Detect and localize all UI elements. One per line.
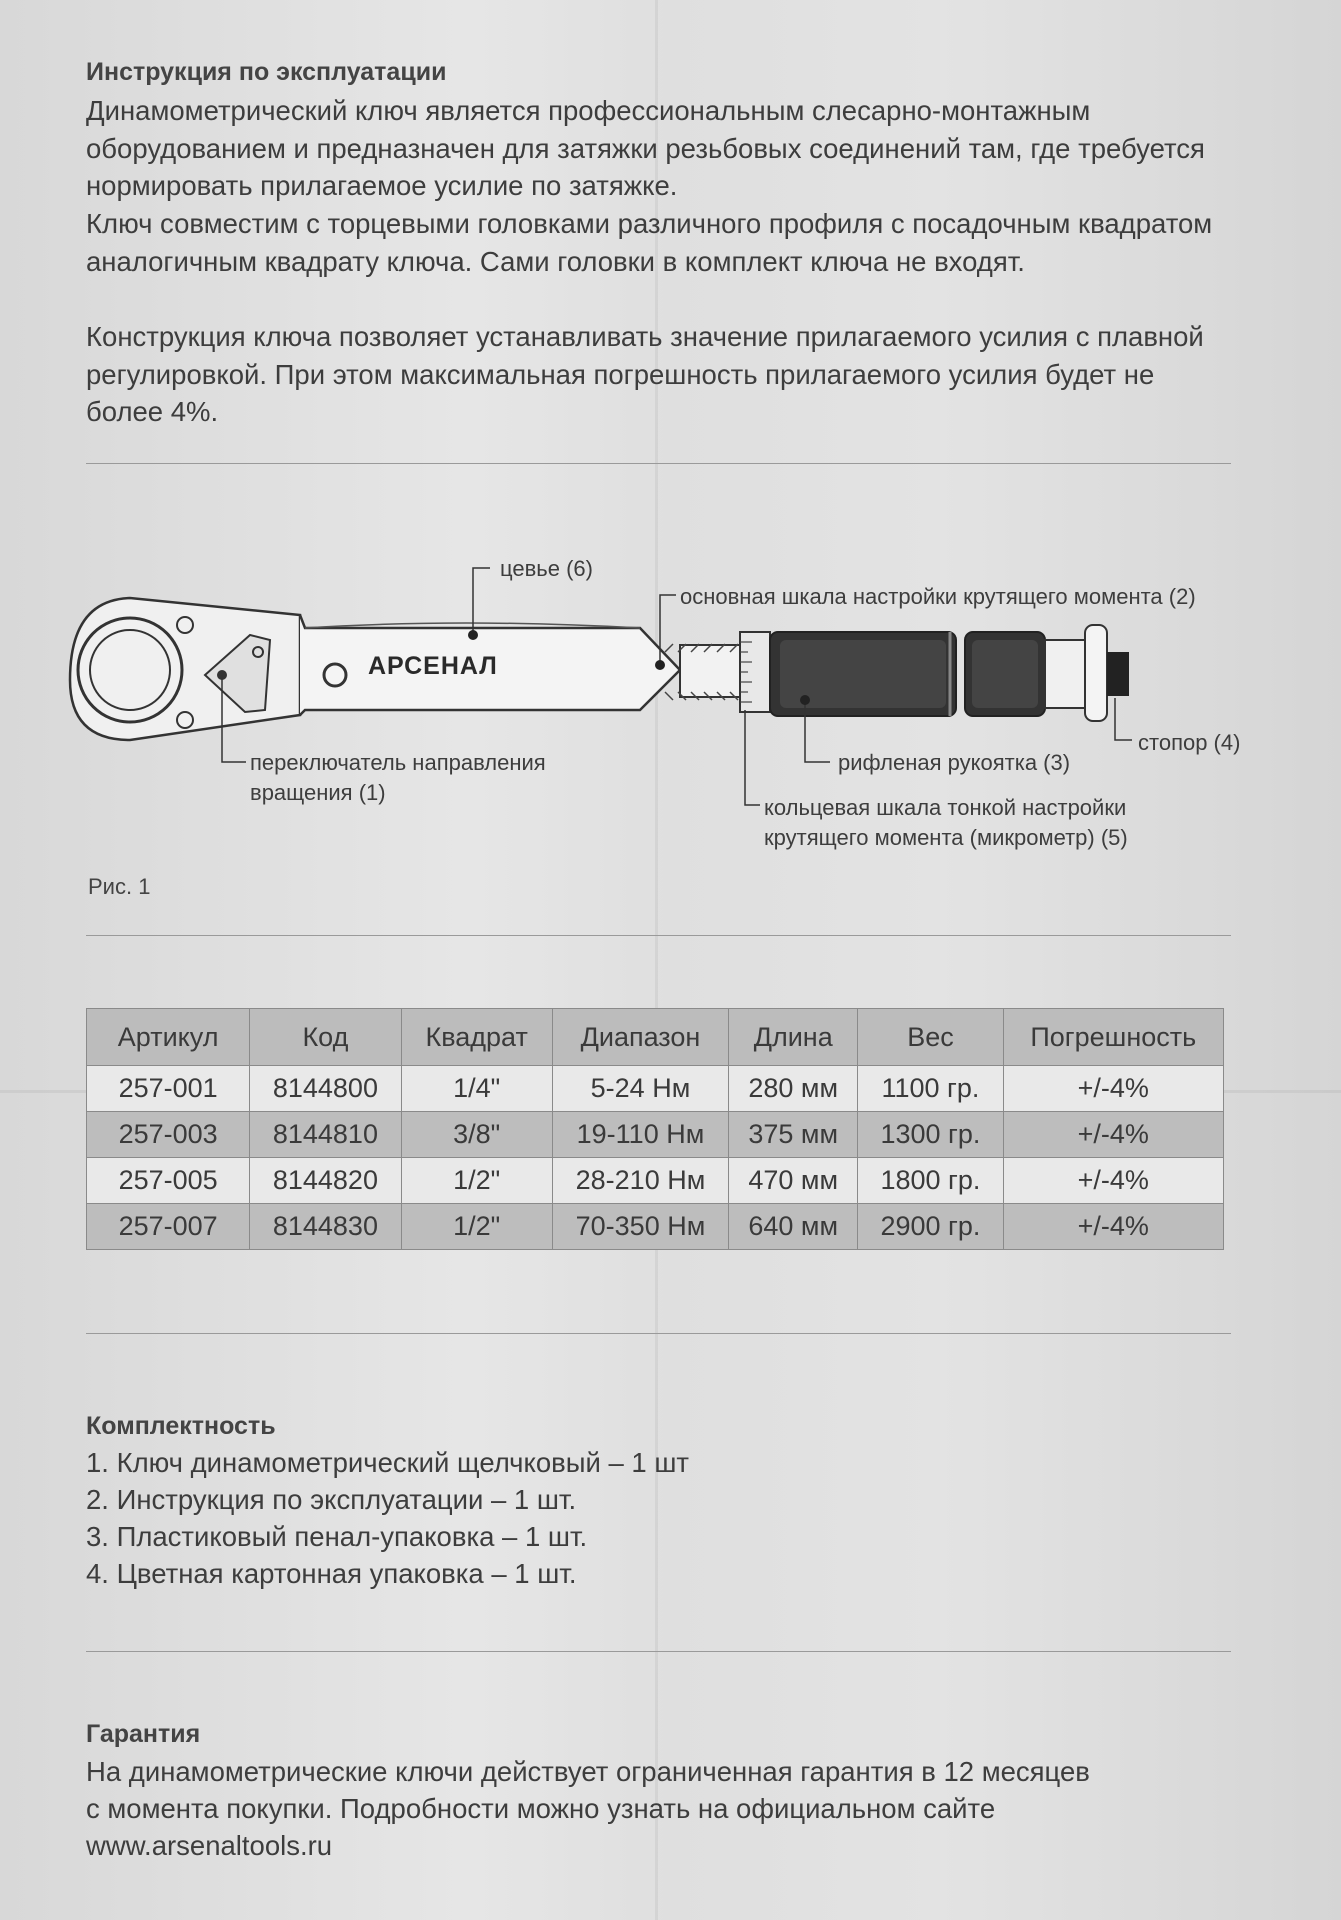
- instructions-paragraph: Конструкция ключа позволяет устанавливать значение прилагаемого усилия с плавной регулировкой. При этом максимальная погрешность прилагаемого усилия будет не более 4%.: [86, 321, 1204, 427]
- table-cell: 8144810: [250, 1112, 401, 1158]
- table-cell: 28-210 Нм: [552, 1158, 728, 1204]
- column-header-accuracy: Погрешность: [1003, 1009, 1223, 1066]
- warranty-text: с момента покупки. Подробности можно узнать на официальном сайте: [86, 1793, 996, 1824]
- column-header-range: Диапазон: [552, 1009, 728, 1066]
- section-divider: [86, 1651, 1231, 1652]
- section-divider: [86, 1333, 1231, 1334]
- list-item: 2. Инструкция по эксплуатации – 1 шт.: [86, 1484, 577, 1515]
- table-header-row: [87, 1009, 1224, 1066]
- kit-list: [86, 1444, 689, 1592]
- table-cell: 1/2": [401, 1204, 552, 1250]
- list-item: 1. Ключ динамометрический щелчковый – 1 шт: [86, 1447, 690, 1478]
- column-header-code: Код: [250, 1009, 401, 1066]
- table-cell: 8144830: [250, 1204, 401, 1250]
- figure-caption: Рис. 1: [88, 874, 151, 899]
- specs-table: [86, 1008, 1224, 1250]
- table-cell: 1/4": [401, 1066, 552, 1112]
- brand-logo: АРСЕНАЛ: [368, 652, 498, 680]
- table-cell: 19-110 Нм: [552, 1112, 728, 1158]
- column-header-square: Квадрат: [401, 1009, 552, 1066]
- table-cell: 1800 гр.: [858, 1158, 1003, 1204]
- warranty-text: На динамометрические ключи действует ограниченная гарантия в 12 месяцев: [86, 1756, 1090, 1787]
- callout-handle-body: цевье (6): [500, 556, 593, 581]
- paper-fold-vertical: [655, 0, 658, 1920]
- column-header-weight: Вес: [858, 1009, 1003, 1066]
- table-cell: 470 мм: [729, 1158, 858, 1204]
- table-cell: 8144820: [250, 1158, 401, 1204]
- section-divider: [86, 935, 1231, 936]
- column-header-article: Артикул: [87, 1009, 250, 1066]
- table-cell: 257-003: [87, 1112, 250, 1158]
- instructions-paragraph: Динамометрический ключ является профессиональным слесарно-монтажным оборудованием и предназначен для затяжки резьбовых соединений там, где требуется нормировать прилагаемое усилие по затяжке.: [86, 95, 1205, 201]
- table-row: [87, 1066, 1224, 1112]
- table-cell: 5-24 Нм: [552, 1066, 728, 1112]
- table-cell: +/-4%: [1003, 1066, 1223, 1112]
- table-cell: 2900 гр.: [858, 1204, 1003, 1250]
- table-cell: 257-001: [87, 1066, 250, 1112]
- table-cell: 640 мм: [729, 1204, 858, 1250]
- callout-lock: стопор (4): [1138, 730, 1241, 755]
- warranty-title: Гарантия: [86, 1720, 201, 1748]
- callout-direction-switch: переключатель направления: [250, 750, 546, 775]
- table-cell: 375 мм: [729, 1112, 858, 1158]
- table-cell: 8144800: [250, 1066, 401, 1112]
- list-item: 4. Цветная картонная упаковка – 1 шт.: [86, 1558, 577, 1589]
- instructions-paragraph: Ключ совместим с торцевыми головками различного профиля с посадочным квадратом аналогичным квадрату ключа. Сами головки в комплект ключа не входят.: [86, 208, 1213, 277]
- table-cell: 3/8": [401, 1112, 552, 1158]
- section-divider: [86, 463, 1231, 464]
- callout-micrometer: крутящего момента (микрометр) (5): [764, 825, 1128, 850]
- list-item: 3. Пластиковый пенал-упаковка – 1 шт.: [86, 1521, 588, 1552]
- table-cell: 257-007: [87, 1204, 250, 1250]
- table-row: [87, 1158, 1224, 1204]
- table-row: [87, 1204, 1224, 1250]
- table-cell: 280 мм: [729, 1066, 858, 1112]
- table-row: [87, 1112, 1224, 1158]
- callout-main-scale: основная шкала настройки крутящего момента (2): [680, 584, 1196, 609]
- table-cell: 1100 гр.: [858, 1066, 1003, 1112]
- table-cell: 70-350 Нм: [552, 1204, 728, 1250]
- table-cell: +/-4%: [1003, 1158, 1223, 1204]
- torque-wrench-diagram: [0, 540, 1341, 860]
- table-cell: +/-4%: [1003, 1112, 1223, 1158]
- callout-knurled-grip: рифленая рукоятка (3): [838, 750, 1071, 775]
- table-cell: 1/2": [401, 1158, 552, 1204]
- table-cell: 1300 гр.: [858, 1112, 1003, 1158]
- table-cell: +/-4%: [1003, 1204, 1223, 1250]
- warranty-website-link[interactable]: www.arsenaltools.ru: [86, 1830, 333, 1861]
- column-header-length: Длина: [729, 1009, 858, 1066]
- table-cell: 257-005: [87, 1158, 250, 1204]
- kit-title: Комплектность: [86, 1412, 276, 1440]
- callout-direction-switch: вращения (1): [250, 780, 386, 805]
- callout-micrometer: кольцевая шкала тонкой настройки: [764, 795, 1127, 820]
- instructions-title: Инструкция по эксплуатации: [86, 58, 447, 86]
